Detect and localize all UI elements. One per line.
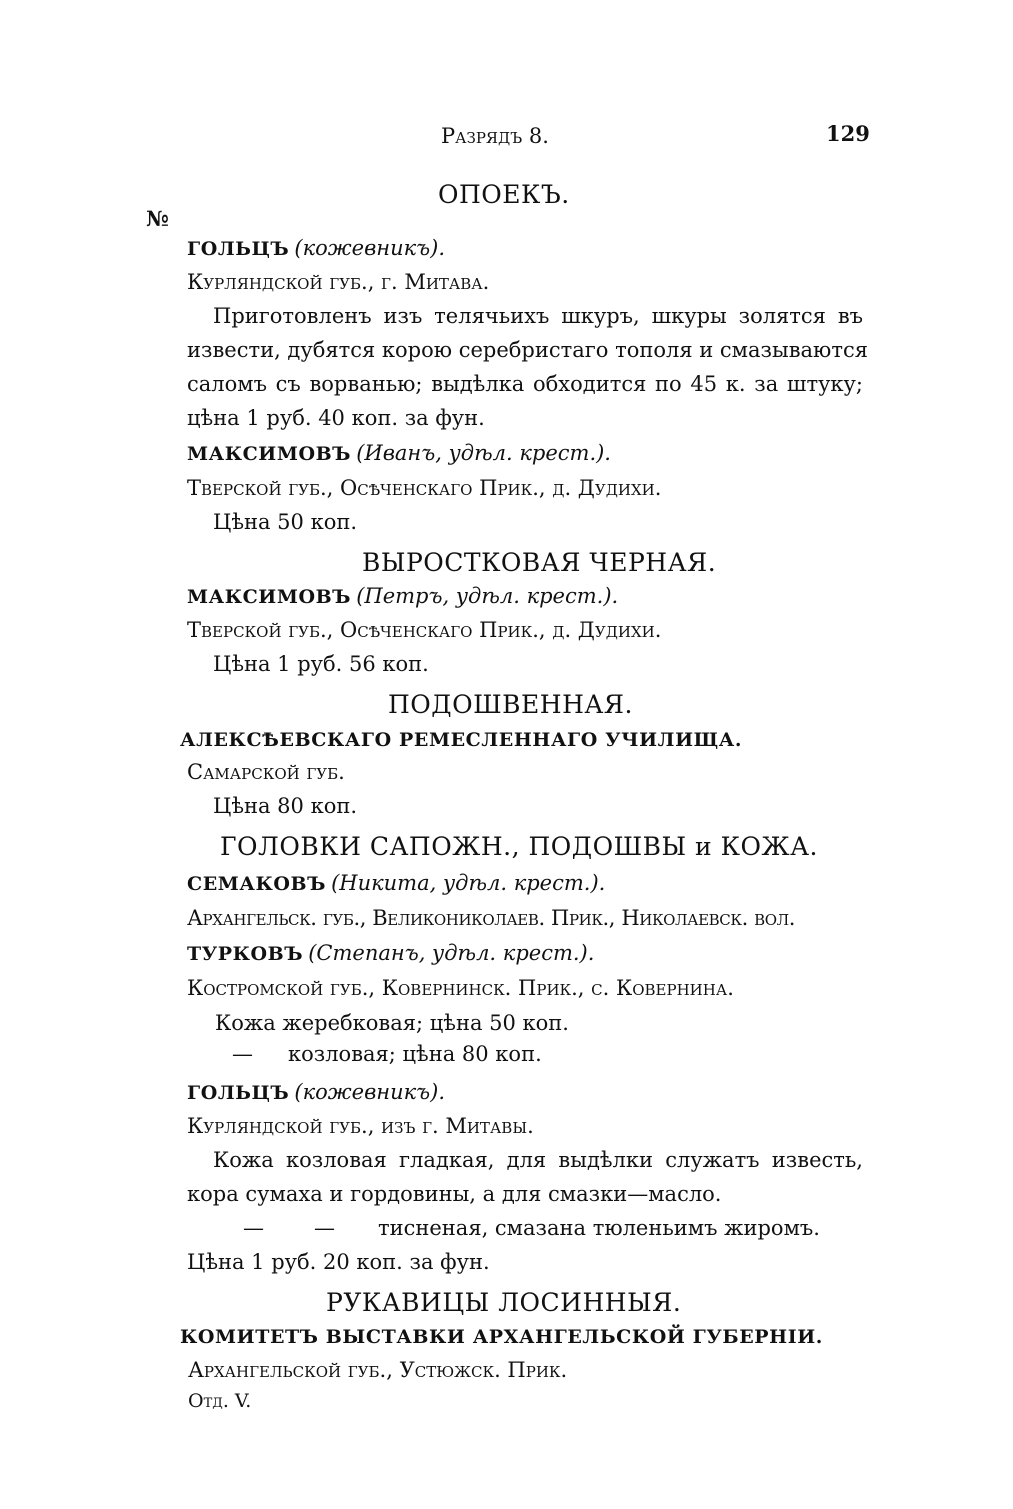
exhibitor-name: ГОЛЬЦЪ [187, 238, 290, 260]
section-title-opoek: ОПОЕКЪ. [438, 180, 570, 209]
exhibitor-location: Курляндской губ., г. Митава. [187, 270, 490, 294]
exhibitor-location: Архангельск. губ., Великониколаев. Прик., Николаевск. вол. [187, 906, 796, 930]
exhibitor-name: ГОЛЬЦЪ [187, 1082, 290, 1104]
description-line: саломъ съ ворванью; выдѣлка обходится по 45 к. за штуку; [187, 372, 863, 396]
exhibitor-name: ТУРКОВЪ [187, 943, 304, 965]
exhibitor-location: Самарской губ. [187, 760, 345, 784]
exhibitor-role: (кожевникъ). [294, 1080, 446, 1104]
exhibitor-name: МАКСИМОВЪ [187, 443, 352, 465]
ditto-dash: — [314, 1216, 335, 1240]
price-line: Цѣна 50 коп. [213, 510, 358, 534]
exhibitor-role: (Петръ, удѣл. крест.). [356, 584, 619, 608]
exhibitor-entry [187, 943, 594, 964]
exhibitor-location: Тверской губ., Осѣченскаго Прик., д. Дудихи. [187, 476, 662, 500]
exhibitor-location: Костромской губ., Ковернинск. Прик., с. Ковернина. [187, 976, 734, 1000]
exhibitor-name: МАКСИМОВЪ [187, 586, 352, 608]
description-line: козловая; цѣна 80 коп. [288, 1042, 542, 1066]
exhibitor-location: Архангельской губ., Устюжск. Прик. [188, 1358, 568, 1382]
exhibitor-entry [187, 238, 445, 259]
ditto-dash: — [243, 1216, 264, 1240]
price-line: Цѣна 1 руб. 20 коп. за фун. [187, 1250, 490, 1274]
section-title-podoshvennaya: ПОДОШВЕННАЯ. [388, 690, 633, 719]
exhibitor-role: (кожевникъ). [294, 236, 446, 260]
number-sign: № [146, 206, 169, 231]
page-number: 129 [826, 121, 870, 146]
exhibitor-entry [187, 873, 605, 894]
exhibitor-role: (Никита, удѣл. крест.). [331, 871, 606, 895]
section-title-vyrostkovaya: ВЫРОСТКОВАЯ ЧЕРНАЯ. [362, 548, 717, 577]
exhibitor-entry [187, 586, 618, 607]
running-header: Разрядъ 8. [441, 124, 549, 148]
description-line: Приготовленъ изъ телячьихъ шкуръ, шкуры золятся въ [213, 304, 863, 328]
exhibitor-location: Тверской губ., Осѣченскаго Прик., д. Дудихи. [187, 618, 662, 642]
description-line: тисненая, смазана тюленьимъ жиромъ. [378, 1216, 820, 1240]
exhibitor-entry [187, 1082, 445, 1103]
description-line: извести, дубятся корою серебристаго тополя и смазываются [187, 338, 868, 362]
signature-mark: Отд. V. [188, 1390, 252, 1412]
description-line: Кожа козловая гладкая, для выдѣлки служатъ известь, [213, 1148, 863, 1172]
exhibitor-role: (Степанъ, удѣл. крест.). [308, 941, 595, 965]
description-line: Кожа жеребковая; цѣна 50 коп. [215, 1011, 569, 1035]
description-line: цѣна 1 руб. 40 коп. за фун. [187, 406, 485, 430]
section-title-rukavitsy: РУКАВИЦЫ ЛОСИННЫЯ. [326, 1288, 682, 1317]
description-line: кора сумаха и гордовины, а для смазки—масло. [187, 1182, 722, 1206]
exhibitor-role: (Иванъ, удѣл. крест.). [356, 441, 611, 465]
exhibitor-name: КОМИТЕТЪ ВЫСТАВКИ АРХАНГЕЛЬСКОЙ ГУБЕРНІИ. [180, 1326, 823, 1348]
price-line: Цѣна 1 руб. 56 коп. [213, 652, 429, 676]
exhibitor-name: СЕМАКОВЪ [187, 873, 326, 895]
exhibitor-entry [187, 443, 611, 464]
exhibitor-name: АЛЕКСѢЕВСКАГО РЕМЕСЛЕННАГО УЧИЛИЩА. [180, 729, 743, 751]
section-title-golovki: ГОЛОВКИ САПОЖН., ПОДОШВЫ и КОЖА. [220, 832, 818, 861]
price-line: Цѣна 80 коп. [213, 794, 358, 818]
ditto-dash: — [232, 1042, 253, 1066]
exhibitor-location: Курляндской губ., изъ г. Митавы. [187, 1114, 534, 1138]
